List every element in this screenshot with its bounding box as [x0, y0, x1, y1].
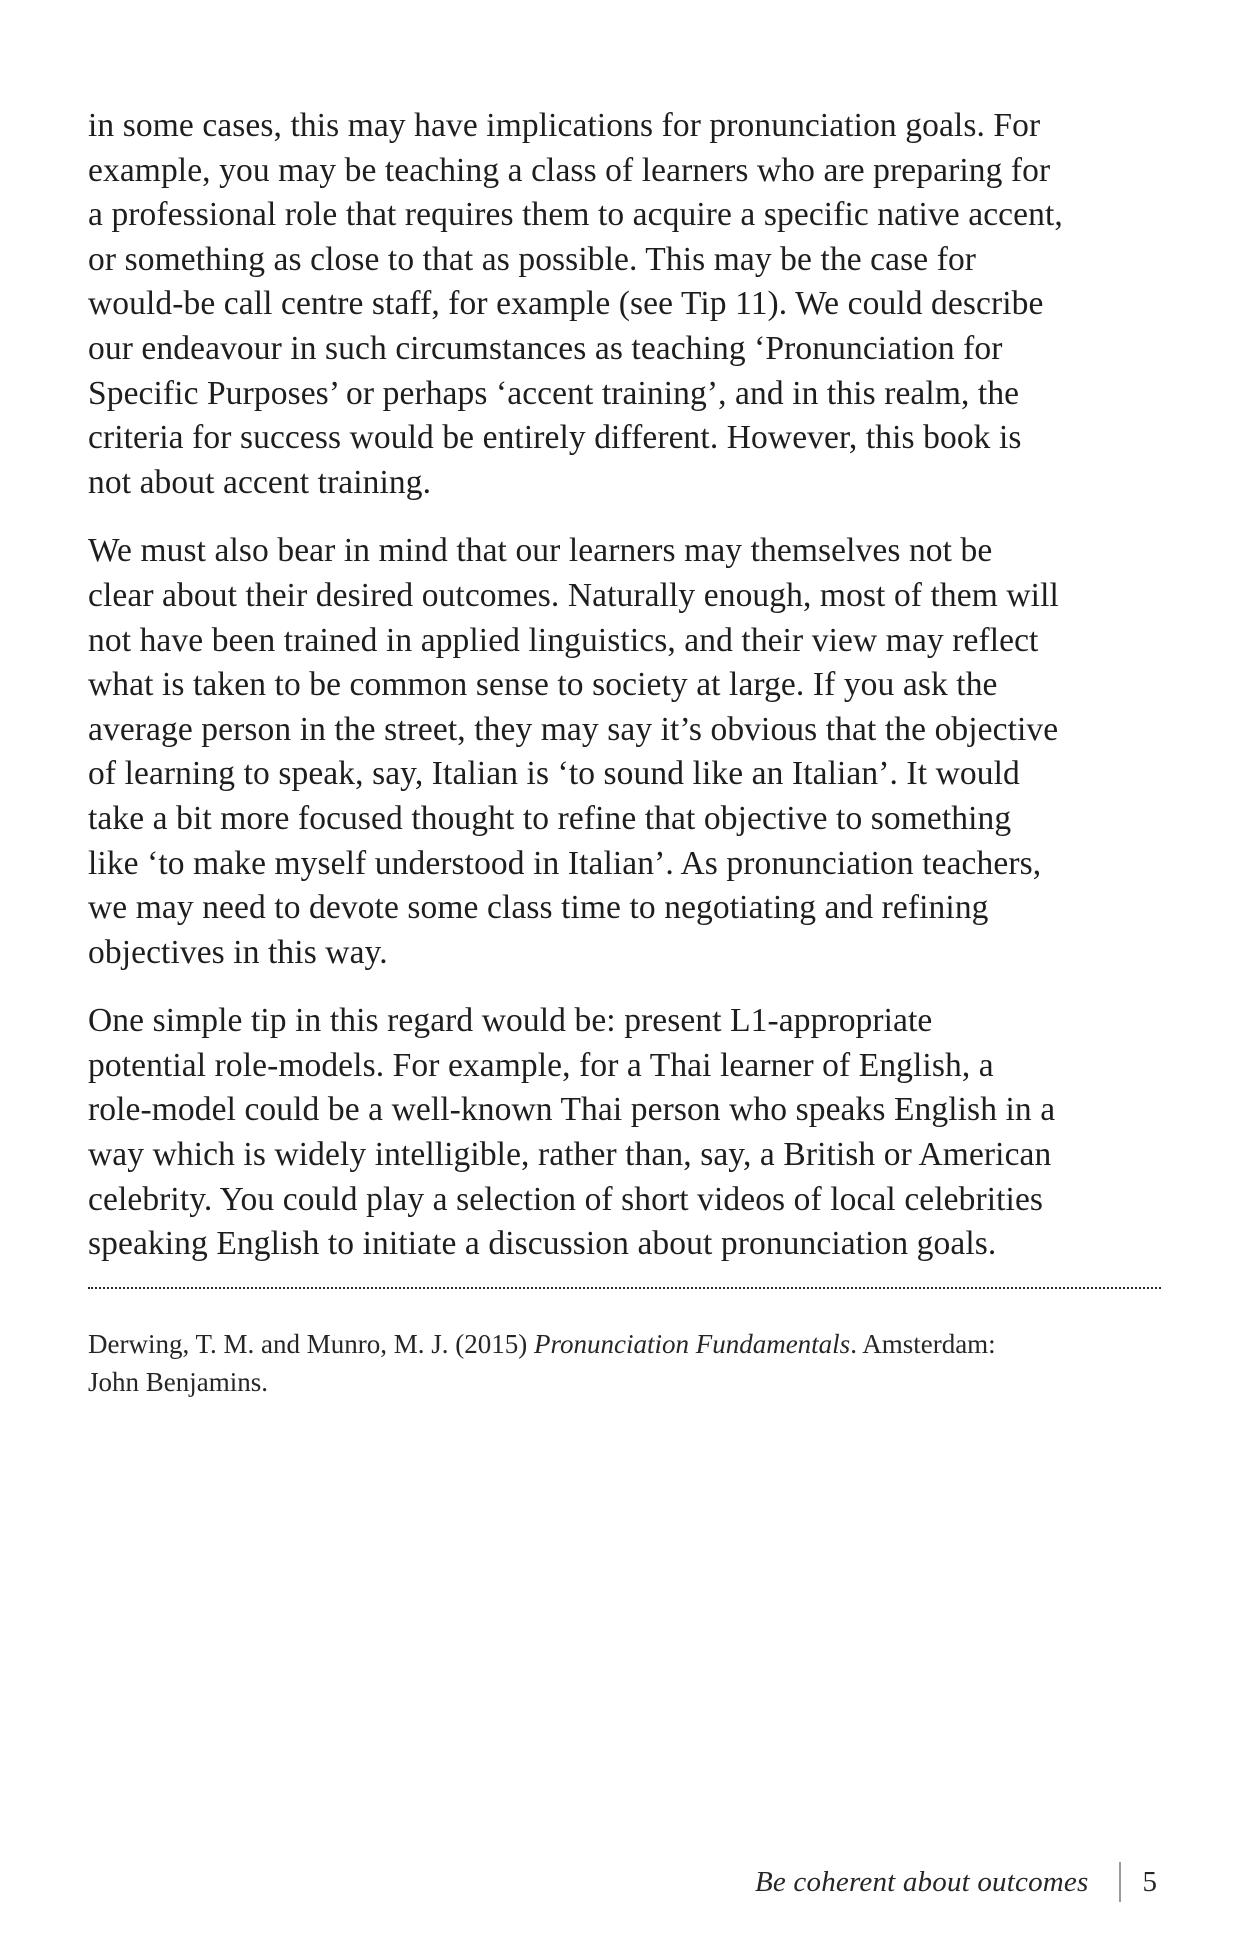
text-line: or something as close to that as possible. This may be the case for	[88, 240, 977, 278]
text-line: potential role-models. For example, for a Thai learner of English, a	[88, 1046, 994, 1084]
text-line: criteria for success would be entirely different. However, this book is	[88, 419, 1022, 457]
reference-title: Pronunciation Fundamentals	[533, 1329, 851, 1359]
running-title: Be coherent about outcomes	[754, 1865, 1089, 1898]
text-line: what is taken to be common sense to society at large. If you ask the	[88, 666, 998, 704]
text-line: would-be call centre staff, for example (see Tip 11). We could describe	[88, 285, 1044, 323]
text-line: speaking English to initiate a discussion about pronunciation goals.	[88, 1225, 997, 1263]
text-line: of learning to speak, say, Italian is ‘to sound like an Italian’. It would	[88, 755, 1020, 793]
text-line: objectives in this way.	[88, 933, 388, 971]
reference-authors: Derwing, T. M. and Munro, M. J. (2015)	[88, 1329, 534, 1359]
text-line: we may need to devote some class time to negotiating and refining	[88, 889, 989, 927]
text-line: average person in the street, they may say it’s obvious that the objective	[88, 710, 1059, 748]
text-line: role-model could be a well-known Thai person who speaks English in a	[88, 1091, 1056, 1129]
text-line: a professional role that requires them to acquire a specific native accent,	[88, 196, 1063, 234]
text-line: our endeavour in such circumstances as teaching ‘Pronunciation for	[88, 329, 1003, 367]
text-line: like ‘to make myself understood in Italian’. As pronunciation teachers,	[88, 844, 1042, 882]
text-line: way which is widely intelligible, rather than, say, a British or American	[88, 1136, 1052, 1174]
text-line: example, you may be teaching a class of learners who are preparing for	[88, 151, 1051, 189]
reference-line-1	[88, 1325, 1163, 1363]
reference-publisher: John Benjamins.	[88, 1367, 268, 1397]
text-line: clear about their desired outcomes. Naturally enough, most of them will	[88, 576, 1059, 614]
text-line: celebrity. You could play a selection of short videos of local celebrities	[88, 1180, 1044, 1218]
page-number: 5	[1142, 1865, 1157, 1898]
text-line: take a bit more focused thought to refine that objective to something	[88, 799, 1012, 837]
paragraph-2	[88, 529, 1163, 975]
text-line: in some cases, this may have implications for pronunciation goals. For	[88, 107, 1041, 144]
body-text	[88, 104, 1163, 1291]
text-line: not about accent training.	[88, 463, 432, 501]
reference-citation	[88, 1325, 1163, 1401]
reference-publisher-place: . Amsterdam:	[850, 1329, 996, 1359]
text-line: not have been trained in applied linguistics, and their view may reflect	[88, 621, 1039, 659]
text-line: One simple tip in this regard would be: present L1-appropriate	[88, 1002, 933, 1040]
paragraph-1	[88, 104, 1163, 505]
dotted-divider	[88, 1287, 1161, 1289]
footer-separator	[1119, 1862, 1121, 1902]
paragraph-3	[88, 999, 1163, 1267]
page-footer	[755, 1862, 1157, 1902]
text-line: We must also bear in mind that our learners may themselves not be	[88, 532, 993, 570]
text-line: Specific Purposes’ or perhaps ‘accent training’, and in this realm, the	[88, 374, 1020, 412]
